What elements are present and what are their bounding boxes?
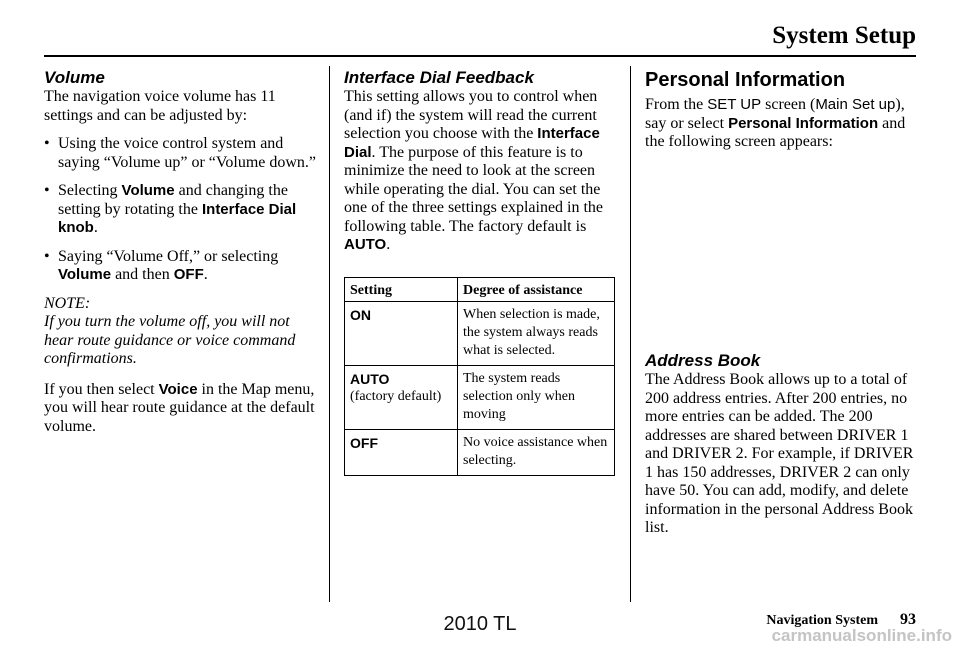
degree-text: No voice assistance when selecting. bbox=[458, 430, 615, 476]
table-row bbox=[345, 430, 615, 476]
interface-dial-paragraph: This setting allows you to control when (and if) the system will read the current selection you choose with the Interface Dial. The purpose of this feature is to minimize the need to look at the screen while operating the dial. You can set the one of the three settings explained in the following table. The factory default is AUTO. bbox=[344, 88, 604, 253]
volume-section bbox=[44, 68, 320, 436]
address-book-paragraph: The Address Book allows up to a total of 200 address entries. After 200 entries, no more entries can be added. The 200 addresses are shared between DRIVER 1 and DRIVER 2. For example, if DRIVER 1 has 150 addresses, DRIVER 2 can only have 50. You can add, modify, and delete information in the personal Address Book list. bbox=[645, 371, 914, 536]
model-label: 2010 TL bbox=[443, 613, 517, 635]
setting-note: (factory default) bbox=[350, 389, 442, 404]
note-text: If you turn the volume off, you will not hear route guidance or voice command confirmations. bbox=[44, 313, 296, 367]
list-item: • Using the voice control system and saying “Volume up” or “Volume down.” bbox=[44, 135, 320, 172]
volume-methods-list bbox=[44, 135, 320, 285]
personal-info-section bbox=[645, 68, 919, 152]
setting-name: ON bbox=[350, 307, 371, 323]
interface-dial-section bbox=[344, 68, 618, 476]
setting-name: AUTO bbox=[350, 371, 390, 387]
header-rule bbox=[44, 55, 916, 57]
degree-text: The system reads selection only when moving bbox=[458, 366, 615, 430]
interface-dial-heading: Interface Dial Feedback bbox=[344, 68, 534, 87]
table-row bbox=[345, 302, 615, 366]
assistance-table bbox=[344, 277, 615, 477]
address-book-section bbox=[645, 351, 919, 538]
watermark: carmanualsonline.info bbox=[771, 626, 952, 645]
page-title: System Setup bbox=[772, 22, 916, 49]
address-book-heading: Address Book bbox=[645, 351, 761, 370]
personal-info-paragraph: From the SET UP screen (Main Set up), say or select Personal Information and the following screen appears: bbox=[645, 96, 906, 150]
volume-intro: The navigation voice volume has 11 settings and can be adjusted by: bbox=[44, 88, 276, 124]
list-item: • Saying “Volume Off,” or selecting Volume and then OFF. bbox=[44, 248, 320, 285]
volume-heading: Volume bbox=[44, 68, 105, 87]
column-divider bbox=[329, 66, 330, 602]
list-item: • Selecting Volume and changing the setting by rotating the Interface Dial knob. bbox=[44, 182, 320, 238]
footer-nav-label: Navigation System bbox=[766, 613, 878, 628]
table-header: Setting bbox=[345, 277, 458, 302]
column-divider bbox=[630, 66, 631, 602]
table-header: Degree of assistance bbox=[458, 277, 615, 302]
personal-info-heading: Personal Information bbox=[645, 69, 846, 91]
note-label: NOTE: bbox=[44, 294, 91, 312]
table-row bbox=[345, 366, 615, 430]
setting-name: OFF bbox=[350, 435, 378, 451]
volume-final-paragraph: If you then select Voice in the Map menu, you will hear route guidance at the default volume. bbox=[44, 380, 315, 435]
page-number: 93 bbox=[900, 611, 916, 628]
degree-text: When selection is made, the system always reads what is selected. bbox=[458, 302, 615, 366]
